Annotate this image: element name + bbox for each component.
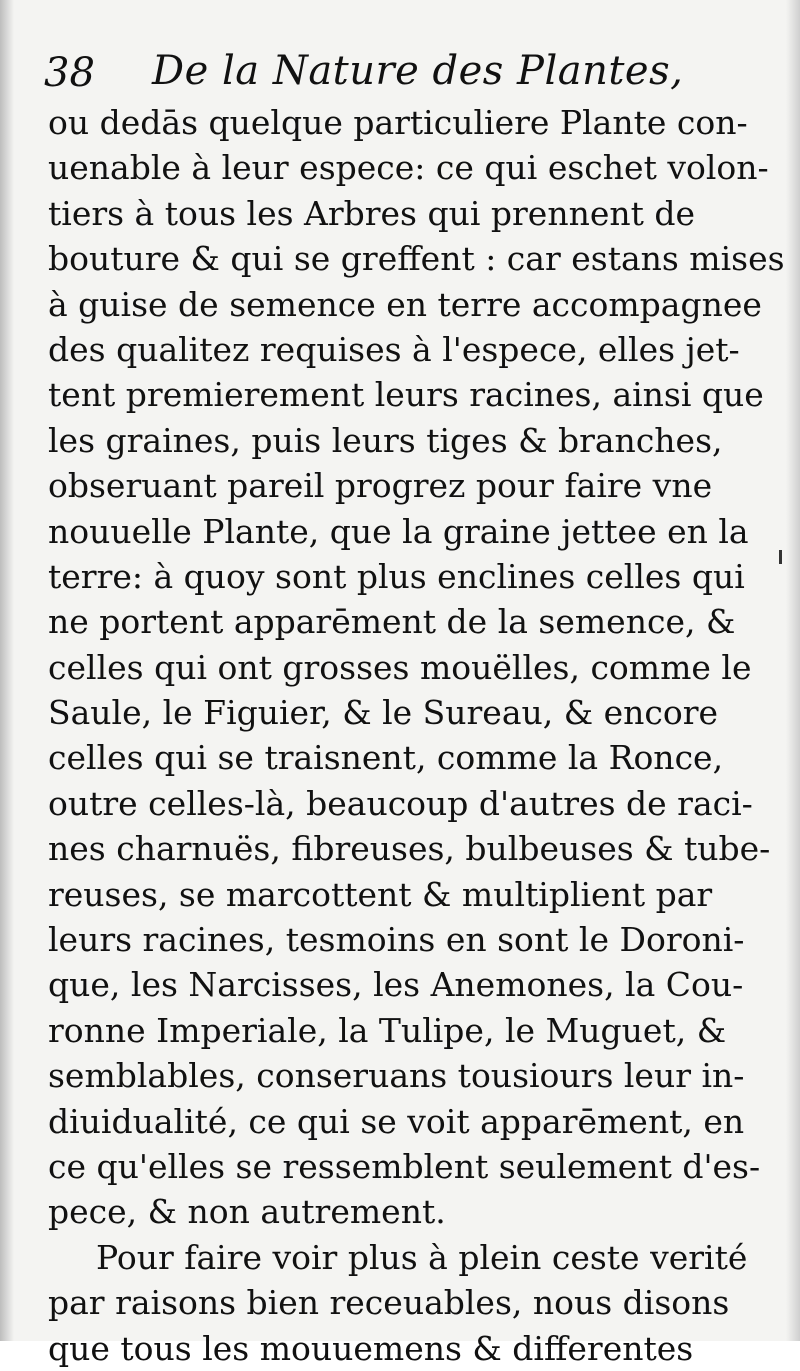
text-line: nes charnuës, fibreuses, bulbeuses & tube- <box>48 829 771 869</box>
text-line: outre celles-là, beaucoup d'autres de raci- <box>48 783 753 823</box>
scan-mark <box>779 550 782 564</box>
text-line: terre: à quoy sont plus enclines celles qui <box>48 556 745 596</box>
page-header <box>40 44 740 104</box>
text-line: tiers à tous les Arbres qui prennent de <box>48 193 696 233</box>
text-line: ou dedās quelque particuliere Plante con- <box>48 103 748 142</box>
text-line: bouture & qui se greffent : car estans mises <box>48 239 785 279</box>
text-line: celles qui se traisnent, comme la Ronce, <box>48 738 724 778</box>
text-line: nouuelle Plante, que la graine jettee en la <box>48 511 749 551</box>
text-line: tent premierement leurs racines, ainsi que <box>48 375 764 415</box>
body-text <box>48 100 785 1371</box>
text-line: diuidualité, ce qui se voit apparēment, en <box>48 1101 745 1141</box>
page-left-edge-shadow <box>0 0 14 1341</box>
text-line: reuses, se marcottent & multiplient par <box>48 874 713 914</box>
text-line: Saule, le Figuier, & le Sureau, & encore <box>48 693 719 733</box>
text-line: celles qui ont grosses mouëlles, comme le <box>48 647 752 687</box>
text-line: leurs racines, tesmoins en sont le Doroni- <box>48 920 745 960</box>
text-line: ne portent apparēment de la semence, & <box>48 602 736 642</box>
text-line: uenable à leur espece: ce qui eschet volon- <box>48 148 769 188</box>
text-line: semblables, conseruans tousiours leur in- <box>48 1056 745 1096</box>
text-line: obseruant pareil progrez pour faire vne <box>48 466 713 506</box>
paragraph-2 <box>48 1235 748 1371</box>
page-number: 38 <box>44 50 95 96</box>
paragraph-1 <box>48 100 785 1235</box>
text-line: ce qu'elles se ressemblent seulement d'es- <box>48 1146 761 1186</box>
page-right-edge-shadow <box>786 0 800 1341</box>
running-title: De la Nature des Plantes, <box>152 48 684 94</box>
text-line: que tous les mouuemens & differentes <box>48 1328 694 1368</box>
text-line: par raisons bien receuables, nous disons <box>48 1283 730 1323</box>
text-line: les graines, puis leurs tiges & branches, <box>48 420 723 460</box>
text-line: à guise de semence en terre accompagnee <box>48 284 762 324</box>
text-line: des qualitez requises à l'espece, elles jet- <box>48 329 740 369</box>
text-line: ronne Imperiale, la Tulipe, le Muguet, & <box>48 1010 727 1050</box>
text-line: Pour faire voir plus à plein ceste verité <box>96 1237 748 1277</box>
text-line: pece, & non autrement. <box>48 1192 446 1232</box>
text-line: que, les Narcisses, les Anemones, la Cou- <box>48 965 744 1005</box>
